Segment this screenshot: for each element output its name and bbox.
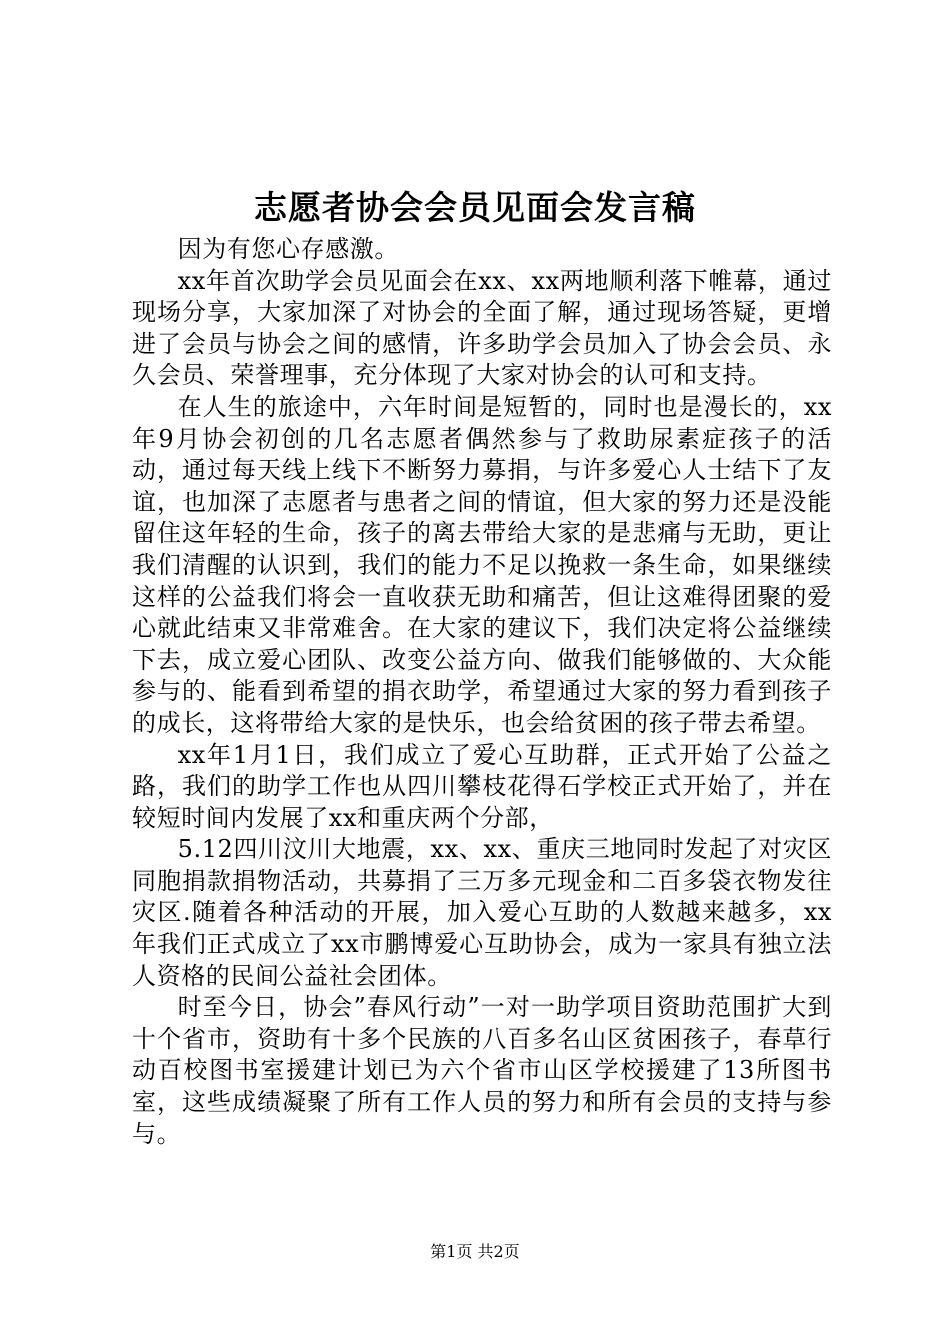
paragraph-2: xx年首次助学会员见面会在xx、xx两地顺利落下帷幕，通过现场分享，大家加深了对协会的全面了解，通过现场答疑，更增进了会员与协会之间的感情，许多助学会员加入了协会会员、永久会员、荣誉理事，充分体现了大家对协会的认可和支持。 xyxy=(132,266,832,390)
paragraph-6: 时至今日，协会”春风行动”一对一助学项目资助范围扩大到十个省市，资助有十多个民族的八百多名山区贫困孩子，春草行动百校图书室援建计划已为六个省市山区学校援建了13所图书室，这些成绩凝聚了所有工作人员的努力和所有会员的支持与参与。 xyxy=(132,993,832,1148)
document-body xyxy=(132,234,832,1150)
paragraph-3: 在人生的旅途中，六年时间是短暂的，同时也是漫长的，xx年9月协会初创的几名志愿者偶然参与了救助尿素症孩子的活动，通过每天线上线下不断努力募捐，与许多爱心人士结下了友谊，也加深了志愿者与患者之间的情谊，但大家的努力还是没能留住这年轻的生命，孩子的离去带给大家的是悲痛与无助，更让我们清醒的认识到，我们的能力不足以挽救一条生命，如果继续这样的公益我们将会一直收获无助和痛苦，但让这难得团聚的爱心就此结束又非常难舍。在大家的建议下，我们决定将公益继续下去，成立爱心团队、改变公益方向、做我们能够做的、大众能参与的、能看到希望的捐衣助学，希望通过大家的努力看到孩子的成长，这将带给大家的是快乐，也会给贫困的孩子带去希望。 xyxy=(132,392,832,737)
page-footer: 第1页 共2页 xyxy=(430,1242,520,1261)
paragraph-1: 因为有您心存感激。 xyxy=(177,235,399,263)
paragraph-4: xx年1月1日，我们成立了爱心互助群，正式开始了公益之路，我们的助学工作也从四川攀枝花得石学校正式开始了，并在较短时间内发展了xx和重庆两个分部， xyxy=(132,740,832,832)
paragraph-5: 5.12四川汶川大地震，xx、xx、重庆三地同时发起了对灾区同胞捐款捐物活动，共募捐了三万多元现金和二百多袋衣物发往灾区.随着各种活动的开展，加入爱心互助的人数越来越多，xx年我们正式成立了xx市鹏博爱心互助协会，成为一家具有独立法人资格的民间公益社会团体。 xyxy=(132,835,832,990)
document-title: 志愿者协会会员见面会发言稿 xyxy=(254,188,696,227)
